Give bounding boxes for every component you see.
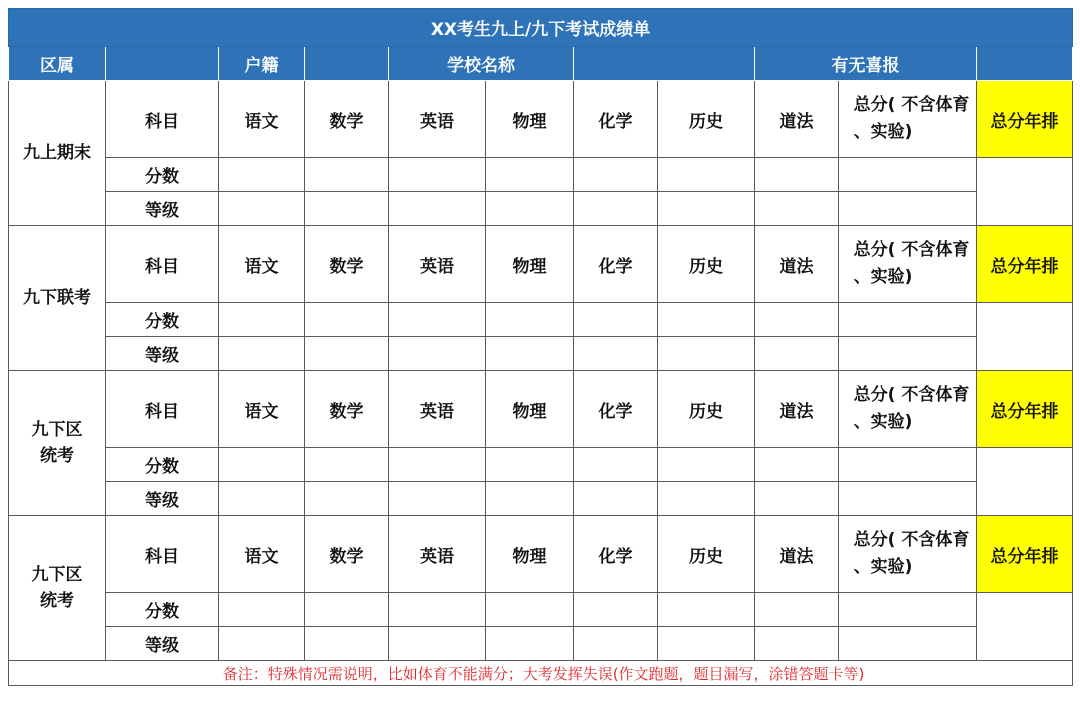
grade-cell[interactable]: [574, 627, 658, 661]
total-grade-cell[interactable]: [839, 192, 977, 226]
grade-cell[interactable]: [486, 482, 574, 516]
grade-cell[interactable]: [486, 192, 574, 226]
grade-row: [9, 627, 1073, 661]
grade-cell[interactable]: [574, 192, 658, 226]
subject-chemistry: 化学: [574, 81, 658, 158]
score-row-label: 分数: [106, 303, 219, 337]
award-value-cell[interactable]: [977, 47, 1073, 81]
school-label: 学校名称: [389, 47, 574, 81]
subject-english: 英语: [389, 371, 486, 448]
district-label: 区属: [9, 47, 106, 81]
grade-row-label: 等级: [106, 337, 219, 371]
score-cell[interactable]: [219, 158, 305, 192]
subject-math: 数学: [305, 516, 389, 593]
subject-row-label: 科目: [106, 226, 219, 303]
score-row: [9, 303, 1073, 337]
subject-chemistry: 化学: [574, 226, 658, 303]
subject-chemistry: 化学: [574, 371, 658, 448]
score-cell[interactable]: [755, 158, 839, 192]
subject-morality-law: 道法: [755, 516, 839, 593]
subject-chinese: 语文: [219, 226, 305, 303]
grade-cell[interactable]: [658, 192, 755, 226]
grade-cell[interactable]: [219, 482, 305, 516]
total-label-line2: 、实验): [853, 122, 913, 142]
rank-cell[interactable]: [977, 303, 1073, 371]
grade-cell[interactable]: [219, 337, 305, 371]
score-cell[interactable]: [486, 158, 574, 192]
score-cell[interactable]: [219, 593, 305, 627]
grade-cell[interactable]: [486, 627, 574, 661]
subject-english: 英语: [389, 226, 486, 303]
period-label: [9, 371, 106, 516]
score-row-label: 分数: [106, 448, 219, 482]
score-cell[interactable]: [658, 158, 755, 192]
grade-cell[interactable]: [305, 627, 389, 661]
score-row: [9, 158, 1073, 192]
period-label-line2: 统考: [40, 446, 74, 466]
score-cell[interactable]: [574, 303, 658, 337]
score-cell[interactable]: [755, 593, 839, 627]
grade-cell[interactable]: [755, 627, 839, 661]
subject-chinese: 语文: [219, 371, 305, 448]
period-label-line1: 九下区: [31, 565, 83, 585]
score-cell[interactable]: [486, 448, 574, 482]
subject-morality-law: 道法: [755, 226, 839, 303]
subject-english: 英语: [389, 516, 486, 593]
subject-history: 历史: [658, 516, 755, 593]
subject-math: 数学: [305, 81, 389, 158]
score-cell[interactable]: [219, 303, 305, 337]
grade-cell[interactable]: [574, 482, 658, 516]
score-cell[interactable]: [755, 303, 839, 337]
rank-cell[interactable]: [977, 448, 1073, 516]
score-row: [9, 448, 1073, 482]
rank-cell[interactable]: [977, 158, 1073, 226]
subject-chinese: 语文: [219, 81, 305, 158]
grade-cell[interactable]: [305, 337, 389, 371]
report-title: XX考生九上/九下考试成绩单: [9, 9, 1073, 47]
score-cell[interactable]: [658, 593, 755, 627]
grade-cell[interactable]: [219, 192, 305, 226]
subject-history: 历史: [658, 81, 755, 158]
subject-row: [9, 81, 1073, 158]
score-cell[interactable]: [574, 448, 658, 482]
subject-row: [9, 371, 1073, 448]
period-label-line2: 统考: [40, 591, 74, 611]
subject-morality-law: 道法: [755, 81, 839, 158]
score-cell[interactable]: [658, 303, 755, 337]
score-report-table: [8, 8, 1073, 686]
total-grade-cell[interactable]: [839, 337, 977, 371]
total-score-cell[interactable]: [839, 448, 977, 482]
score-cell[interactable]: [305, 448, 389, 482]
score-row-label: 分数: [106, 593, 219, 627]
school-value-cell[interactable]: [574, 47, 755, 81]
subject-physics: 物理: [486, 81, 574, 158]
score-cell[interactable]: [658, 448, 755, 482]
subject-chinese: 语文: [219, 516, 305, 593]
grade-cell[interactable]: [755, 192, 839, 226]
score-cell[interactable]: [305, 158, 389, 192]
subject-physics: 物理: [486, 516, 574, 593]
total-score-cell[interactable]: [839, 303, 977, 337]
grade-cell[interactable]: [755, 337, 839, 371]
grade-cell[interactable]: [219, 627, 305, 661]
score-cell[interactable]: [389, 593, 486, 627]
subject-math: 数学: [305, 371, 389, 448]
score-cell[interactable]: [755, 448, 839, 482]
subject-physics: 物理: [486, 226, 574, 303]
subject-chemistry: 化学: [574, 516, 658, 593]
grade-cell[interactable]: [486, 337, 574, 371]
total-label-line2: 、实验): [853, 412, 913, 432]
grade-cell[interactable]: [389, 337, 486, 371]
total-label-line2: 、实验): [853, 267, 913, 287]
grade-cell[interactable]: [658, 337, 755, 371]
total-label-line1: 总分( 不含体育: [853, 385, 970, 405]
grade-cell[interactable]: [658, 627, 755, 661]
score-cell[interactable]: [486, 593, 574, 627]
score-cell[interactable]: [486, 303, 574, 337]
total-rank-header: 总分年排: [977, 371, 1073, 448]
score-cell[interactable]: [389, 303, 486, 337]
subject-row-label: 科目: [106, 371, 219, 448]
score-cell[interactable]: [305, 303, 389, 337]
period-label: [9, 516, 106, 661]
score-cell[interactable]: [219, 448, 305, 482]
total-rank-header: 总分年排: [977, 516, 1073, 593]
grade-row-label: 等级: [106, 192, 219, 226]
subject-row-label: 科目: [106, 81, 219, 158]
total-label-line1: 总分( 不含体育: [853, 95, 970, 115]
score-cell[interactable]: [389, 448, 486, 482]
grade-cell[interactable]: [389, 627, 486, 661]
period-label: [9, 81, 106, 226]
subject-english: 英语: [389, 81, 486, 158]
period-label-line1: 九下联考: [23, 288, 91, 308]
grade-cell[interactable]: [389, 482, 486, 516]
total-score-cell[interactable]: [839, 158, 977, 192]
total-score-header: [839, 371, 977, 448]
total-label-line1: 总分( 不含体育: [853, 530, 970, 550]
total-grade-cell[interactable]: [839, 482, 977, 516]
grade-row: [9, 192, 1073, 226]
grade-cell[interactable]: [389, 192, 486, 226]
score-cell[interactable]: [389, 158, 486, 192]
subject-history: 历史: [658, 226, 755, 303]
grade-cell[interactable]: [305, 482, 389, 516]
grade-row: [9, 482, 1073, 516]
grade-cell[interactable]: [305, 192, 389, 226]
total-label-line1: 总分( 不含体育: [853, 240, 970, 260]
score-cell[interactable]: [305, 593, 389, 627]
remarks-cell: [9, 661, 1073, 686]
score-row-label: 分数: [106, 158, 219, 192]
subject-physics: 物理: [486, 371, 574, 448]
total-rank-header: 总分年排: [977, 226, 1073, 303]
subject-morality-law: 道法: [755, 371, 839, 448]
remarks-text: 备注：特殊情况需说明，比如体育不能满分；大考发挥失误(作文跑题，题目漏写，涂错答题卡等): [222, 664, 865, 683]
subject-row: [9, 226, 1073, 303]
score-row: [9, 593, 1073, 627]
total-score-header: [839, 226, 977, 303]
grade-row-label: 等级: [106, 482, 219, 516]
award-label: 有无喜报: [755, 47, 977, 81]
subject-row: [9, 516, 1073, 593]
total-score-cell[interactable]: [839, 593, 977, 627]
grade-row: [9, 337, 1073, 371]
total-grade-cell[interactable]: [839, 627, 977, 661]
grade-cell[interactable]: [574, 337, 658, 371]
period-label-line1: 九上期末: [23, 143, 91, 163]
subject-row-label: 科目: [106, 516, 219, 593]
total-label-line2: 、实验): [853, 557, 913, 577]
total-score-header: [839, 81, 977, 158]
grade-cell[interactable]: [658, 482, 755, 516]
grade-row-label: 等级: [106, 627, 219, 661]
period-label-line1: 九下区: [31, 420, 83, 440]
subject-history: 历史: [658, 371, 755, 448]
score-cell[interactable]: [574, 593, 658, 627]
score-cell[interactable]: [574, 158, 658, 192]
rank-cell[interactable]: [977, 593, 1073, 661]
hukou-value-cell[interactable]: [305, 47, 389, 81]
subject-math: 数学: [305, 226, 389, 303]
hukou-label: 户籍: [219, 47, 305, 81]
total-rank-header: 总分年排: [977, 81, 1073, 158]
total-score-header: [839, 516, 977, 593]
district-value-cell[interactable]: [106, 47, 219, 81]
period-label: [9, 226, 106, 371]
grade-cell[interactable]: [755, 482, 839, 516]
